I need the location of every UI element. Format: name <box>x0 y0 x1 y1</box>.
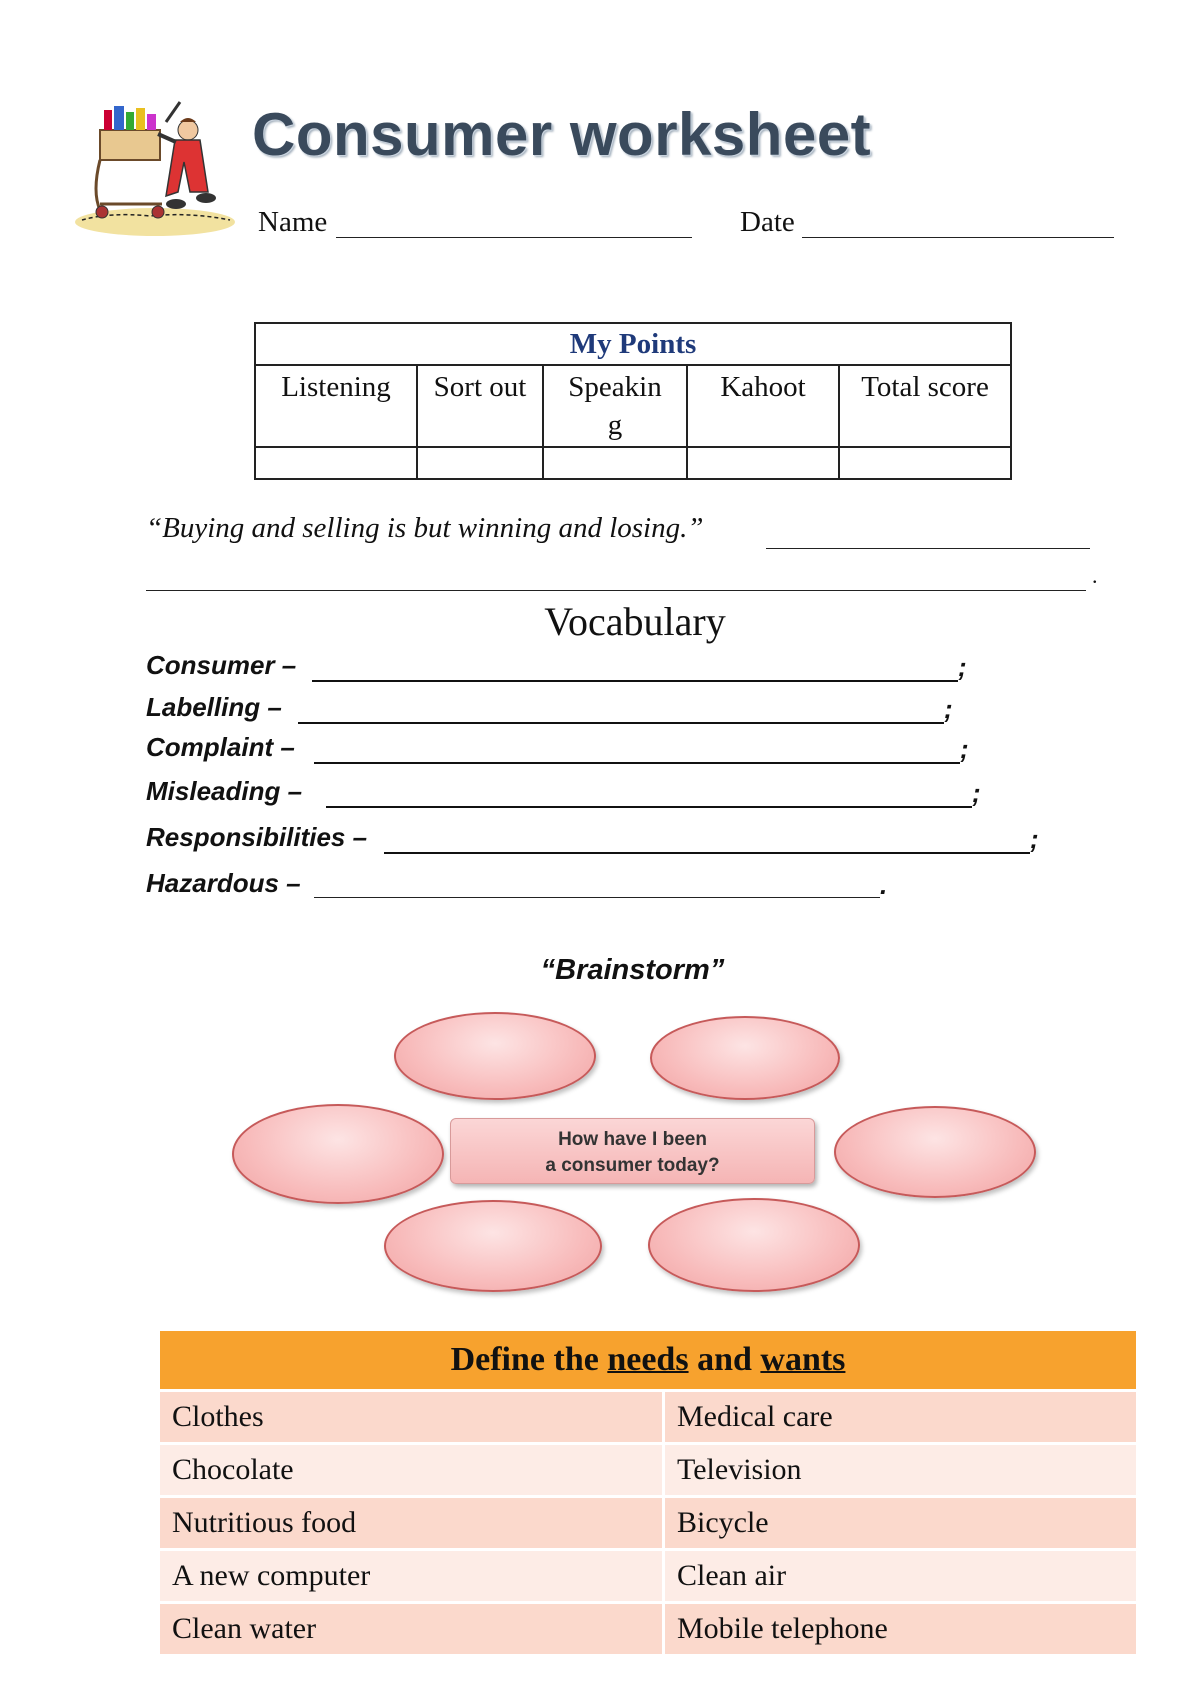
vocab-answer-labelling[interactable] <box>298 722 944 724</box>
brainstorm-heading: “Brainstorm” <box>540 954 725 986</box>
quote-answer-line-1[interactable] <box>766 548 1090 549</box>
table-cell: Clean air <box>662 1551 1136 1601</box>
shopping-cart-clipart <box>70 92 240 240</box>
vocab-end-responsibilities: ; <box>1030 824 1039 854</box>
vocab-term-consumer: Consumer – <box>146 650 297 680</box>
table-row <box>160 1392 1136 1442</box>
points-col-sort-out: Sort out <box>417 365 543 447</box>
table-cell: Television <box>662 1445 1136 1495</box>
quote-text: “Buying and selling is but winning and losing.” <box>146 512 704 544</box>
vocab-term-labelling: Labelling – <box>146 692 282 722</box>
points-col-listening: Listening <box>255 365 417 447</box>
points-cell-listening[interactable] <box>255 447 417 479</box>
name-label: Name <box>258 206 328 238</box>
table-row <box>160 1498 1136 1548</box>
brainstorm-bubble-5[interactable] <box>384 1200 602 1292</box>
table-row <box>160 1551 1136 1601</box>
heading-needs: needs <box>607 1341 689 1378</box>
vocab-end-misleading: ; <box>972 778 981 808</box>
vocab-end-hazardous: . <box>880 870 888 900</box>
table-cell: Clothes <box>160 1392 662 1442</box>
brainstorm-bubble-1[interactable] <box>394 1012 596 1100</box>
points-col-total-score: Total score <box>839 365 1011 447</box>
brainstorm-center-question <box>450 1118 815 1184</box>
points-cell-total-score[interactable] <box>839 447 1011 479</box>
vocab-answer-complaint[interactable] <box>314 762 960 764</box>
name-field[interactable] <box>336 237 692 238</box>
table-cell: Medical care <box>662 1392 1136 1442</box>
points-col-kahoot: Kahoot <box>687 365 839 447</box>
points-table <box>254 322 1012 480</box>
vocab-term-misleading: Misleading – <box>146 776 303 806</box>
needs-wants-table <box>160 1328 1136 1657</box>
points-col-speaking: Speakin g <box>543 365 687 447</box>
table-row <box>160 1604 1136 1654</box>
heading-wants: wants <box>760 1341 846 1378</box>
vocab-term-complaint: Complaint – <box>146 732 295 762</box>
heading-and: and <box>697 1341 752 1378</box>
vocab-end-consumer: ; <box>958 652 967 682</box>
vocab-answer-hazardous[interactable] <box>314 897 880 898</box>
quote-answer-line-2[interactable] <box>146 590 1086 591</box>
points-cell-speaking[interactable] <box>543 447 687 479</box>
vocab-term-hazardous: Hazardous – <box>146 868 301 898</box>
page-title: Consumer worksheet <box>252 101 872 168</box>
vocabulary-heading: Vocabulary <box>544 599 726 644</box>
brainstorm-bubble-3[interactable] <box>232 1104 444 1204</box>
table-cell: Bicycle <box>662 1498 1136 1548</box>
table-cell: Clean water <box>160 1604 662 1654</box>
table-cell: Mobile telephone <box>662 1604 1136 1654</box>
needs-wants-heading <box>160 1331 1136 1389</box>
points-cell-sort-out[interactable] <box>417 447 543 479</box>
vocab-answer-consumer[interactable] <box>312 680 958 682</box>
center-question-line-1: How have I been <box>558 1129 707 1150</box>
brainstorm-bubble-4[interactable] <box>834 1106 1036 1198</box>
date-field[interactable] <box>802 237 1114 238</box>
vocab-answer-misleading[interactable] <box>326 806 972 808</box>
points-table-title: My Points <box>255 323 1011 365</box>
vocab-answer-responsibilities[interactable] <box>384 852 1030 854</box>
vocab-end-labelling: ; <box>944 694 953 724</box>
center-question-line-2: a consumer today? <box>545 1155 720 1176</box>
table-row <box>160 1445 1136 1495</box>
vocab-end-complaint: ; <box>960 734 969 764</box>
date-label: Date <box>740 206 795 238</box>
table-cell: A new computer <box>160 1551 662 1601</box>
brainstorm-bubble-6[interactable] <box>648 1198 860 1292</box>
table-cell: Nutritious food <box>160 1498 662 1548</box>
heading-define-the: Define the <box>450 1341 599 1378</box>
vocab-term-responsibilities: Responsibilities – <box>146 822 368 852</box>
quote-end-mark: . <box>1092 563 1098 588</box>
points-cell-kahoot[interactable] <box>687 447 839 479</box>
brainstorm-bubble-2[interactable] <box>650 1016 840 1100</box>
table-cell: Chocolate <box>160 1445 662 1495</box>
